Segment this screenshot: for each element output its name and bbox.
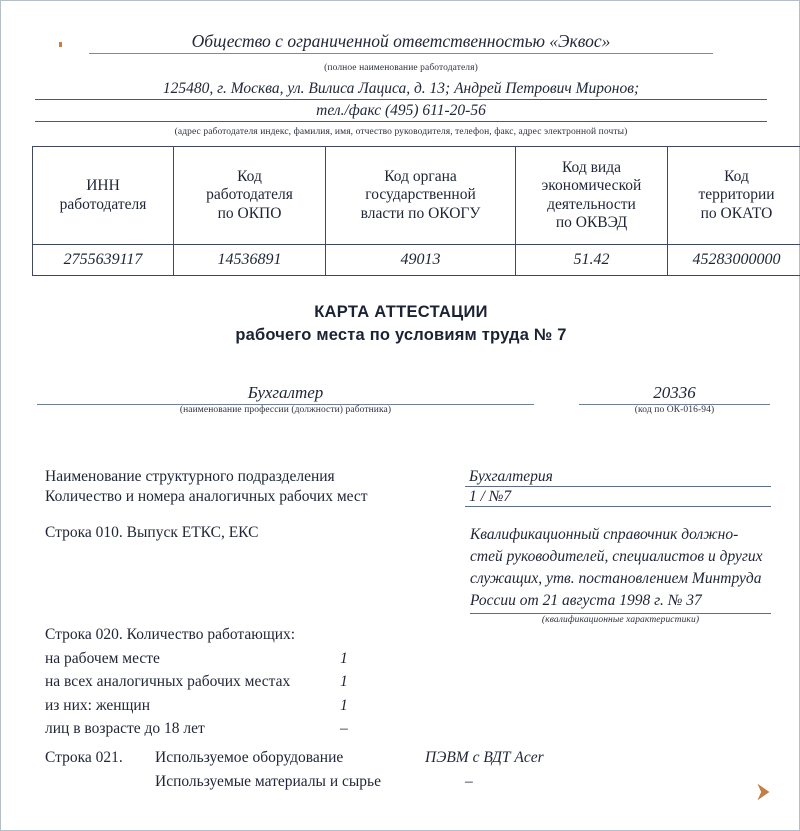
chevron-right-icon[interactable]: [752, 781, 774, 803]
row-020-item-value: 1: [340, 696, 348, 714]
row-020-heading: Строка 020. Количество работающих:: [45, 626, 296, 643]
profession-name-value: Бухгалтер: [247, 383, 324, 402]
header-line: Код: [724, 168, 749, 186]
reference-line: стей руководителей, специалистов и других: [470, 548, 763, 565]
row-020-item-value: 1: [340, 673, 348, 690]
profession-code-field: [579, 383, 770, 415]
header-line: Код: [237, 168, 262, 186]
analogous-count-label: Количество и номера аналогичных рабочих мест: [45, 488, 368, 505]
row-021-item-value: –: [465, 773, 473, 790]
row-010-caption: (квалификационные характеристики): [541, 615, 700, 625]
header-line: власти по ОКОГУ: [360, 204, 481, 222]
row-020-item-value: –: [340, 720, 348, 737]
row-021-item: [45, 746, 745, 770]
address-line-2: тел./факс (495) 611-20-56: [316, 102, 486, 119]
page-title-line-2: рабочего места по условиям труда № 7: [235, 326, 567, 344]
table-cell-okogu: 49013: [326, 245, 516, 276]
row-020-item: [45, 647, 545, 671]
table-cell-okved: 51.42: [516, 245, 668, 276]
header-line: экономической: [541, 177, 642, 195]
row-020-block: [45, 623, 545, 741]
row-020-item-value: 1: [340, 649, 348, 667]
header-line: по ОКАТО: [700, 204, 773, 222]
table-cell-okpo: 14536891: [174, 245, 326, 276]
table-header-inn: [33, 147, 174, 245]
profession-name-caption: (наименование профессии (должности) работника): [179, 405, 392, 415]
table-header-row: [33, 147, 800, 245]
row-010-label: Строка 010. Выпуск ЕТКС, ЕКС: [45, 524, 259, 541]
row-020-item: [45, 670, 545, 694]
row-021-item-label: Используемое оборудование: [155, 749, 344, 766]
header-line: работодателя: [206, 186, 293, 204]
profession-code-value: 20336: [653, 383, 696, 402]
row-021-item-label: Используемые материалы и сырье: [155, 773, 381, 790]
row-021-prefix: Строка 021.: [45, 749, 123, 766]
header-line: Код вида: [561, 158, 621, 176]
row-010-reference: [470, 524, 771, 625]
row-021-block: [45, 746, 745, 794]
page-title-line-1: КАРТА АТТЕСТАЦИИ: [314, 303, 488, 321]
row-020-item-label: из них: женщин: [45, 696, 151, 714]
row-020-item-label: на рабочем месте: [45, 649, 160, 667]
row-021-prefix-spacer: [45, 770, 155, 794]
profession-code-caption: (код по ОК-016-94): [634, 405, 715, 415]
address-rule-2: [35, 121, 767, 122]
table-header-okved: [516, 147, 668, 245]
address-caption: (адрес работодателя индекс, фамилия, имя, отчество руководителя, телефон, факс, адрес электронной почты): [174, 127, 628, 137]
subdivision-block: [45, 467, 771, 507]
organization-header: [89, 31, 713, 54]
header-line: государственной: [365, 186, 476, 204]
page-title: [1, 303, 800, 345]
subdivision-name-value: Бухгалтерия: [465, 467, 771, 487]
analogous-count-row: [45, 487, 771, 507]
reference-line: Квалификационный справочник должно-: [470, 526, 739, 543]
organization-name: Общество с ограниченной ответственностью «Эквос»: [191, 31, 611, 51]
row-021-item: [45, 770, 745, 794]
table-header-okato: [668, 147, 800, 245]
table-header-okpo: [174, 147, 326, 245]
subdivision-name-label: Наименование структурного подразделения: [45, 468, 335, 485]
analogous-count-value: 1 / №7: [465, 487, 771, 507]
reference-line: России от 21 августа 1998 г. № 37: [470, 590, 771, 614]
reference-line: служащих, утв. постановлением Минтруда: [470, 570, 762, 587]
profession-name-field: [37, 383, 534, 415]
subdivision-name-row: [45, 467, 771, 487]
row-020-item-label: лиц в возрасте до 18 лет: [45, 720, 205, 737]
header-line: по ОКВЭД: [555, 213, 628, 231]
header-line: Код органа: [384, 168, 457, 186]
header-line: по ОКПО: [217, 204, 282, 222]
address-header: [35, 80, 767, 122]
organization-name-caption: (полное наименование работодателя): [324, 63, 478, 73]
row-020-item-label: на всех аналогичных рабочих местах: [45, 673, 291, 690]
header-line: работодателя: [59, 195, 147, 213]
organization-name-rule: [89, 53, 713, 54]
marker-dot-icon: [59, 42, 62, 47]
address-line-1: 125480, г. Москва, ул. Вилиса Лациса, д. 13; Андрей Петрович Миронов;: [162, 80, 640, 97]
row-020-item: [45, 717, 545, 741]
table-header-okogu: [326, 147, 516, 245]
header-line: деятельности: [547, 195, 636, 213]
codes-table: [32, 146, 800, 276]
table-row: [33, 245, 800, 276]
table-cell-okato: 45283000000: [668, 245, 800, 276]
row-020-item: [45, 694, 545, 718]
header-line: территории: [698, 186, 775, 204]
table-cell-inn: 2755639117: [33, 245, 174, 276]
row-021-item-value: ПЭВМ с ВДТ Acer: [425, 749, 544, 766]
header-line: ИНН: [86, 177, 120, 195]
